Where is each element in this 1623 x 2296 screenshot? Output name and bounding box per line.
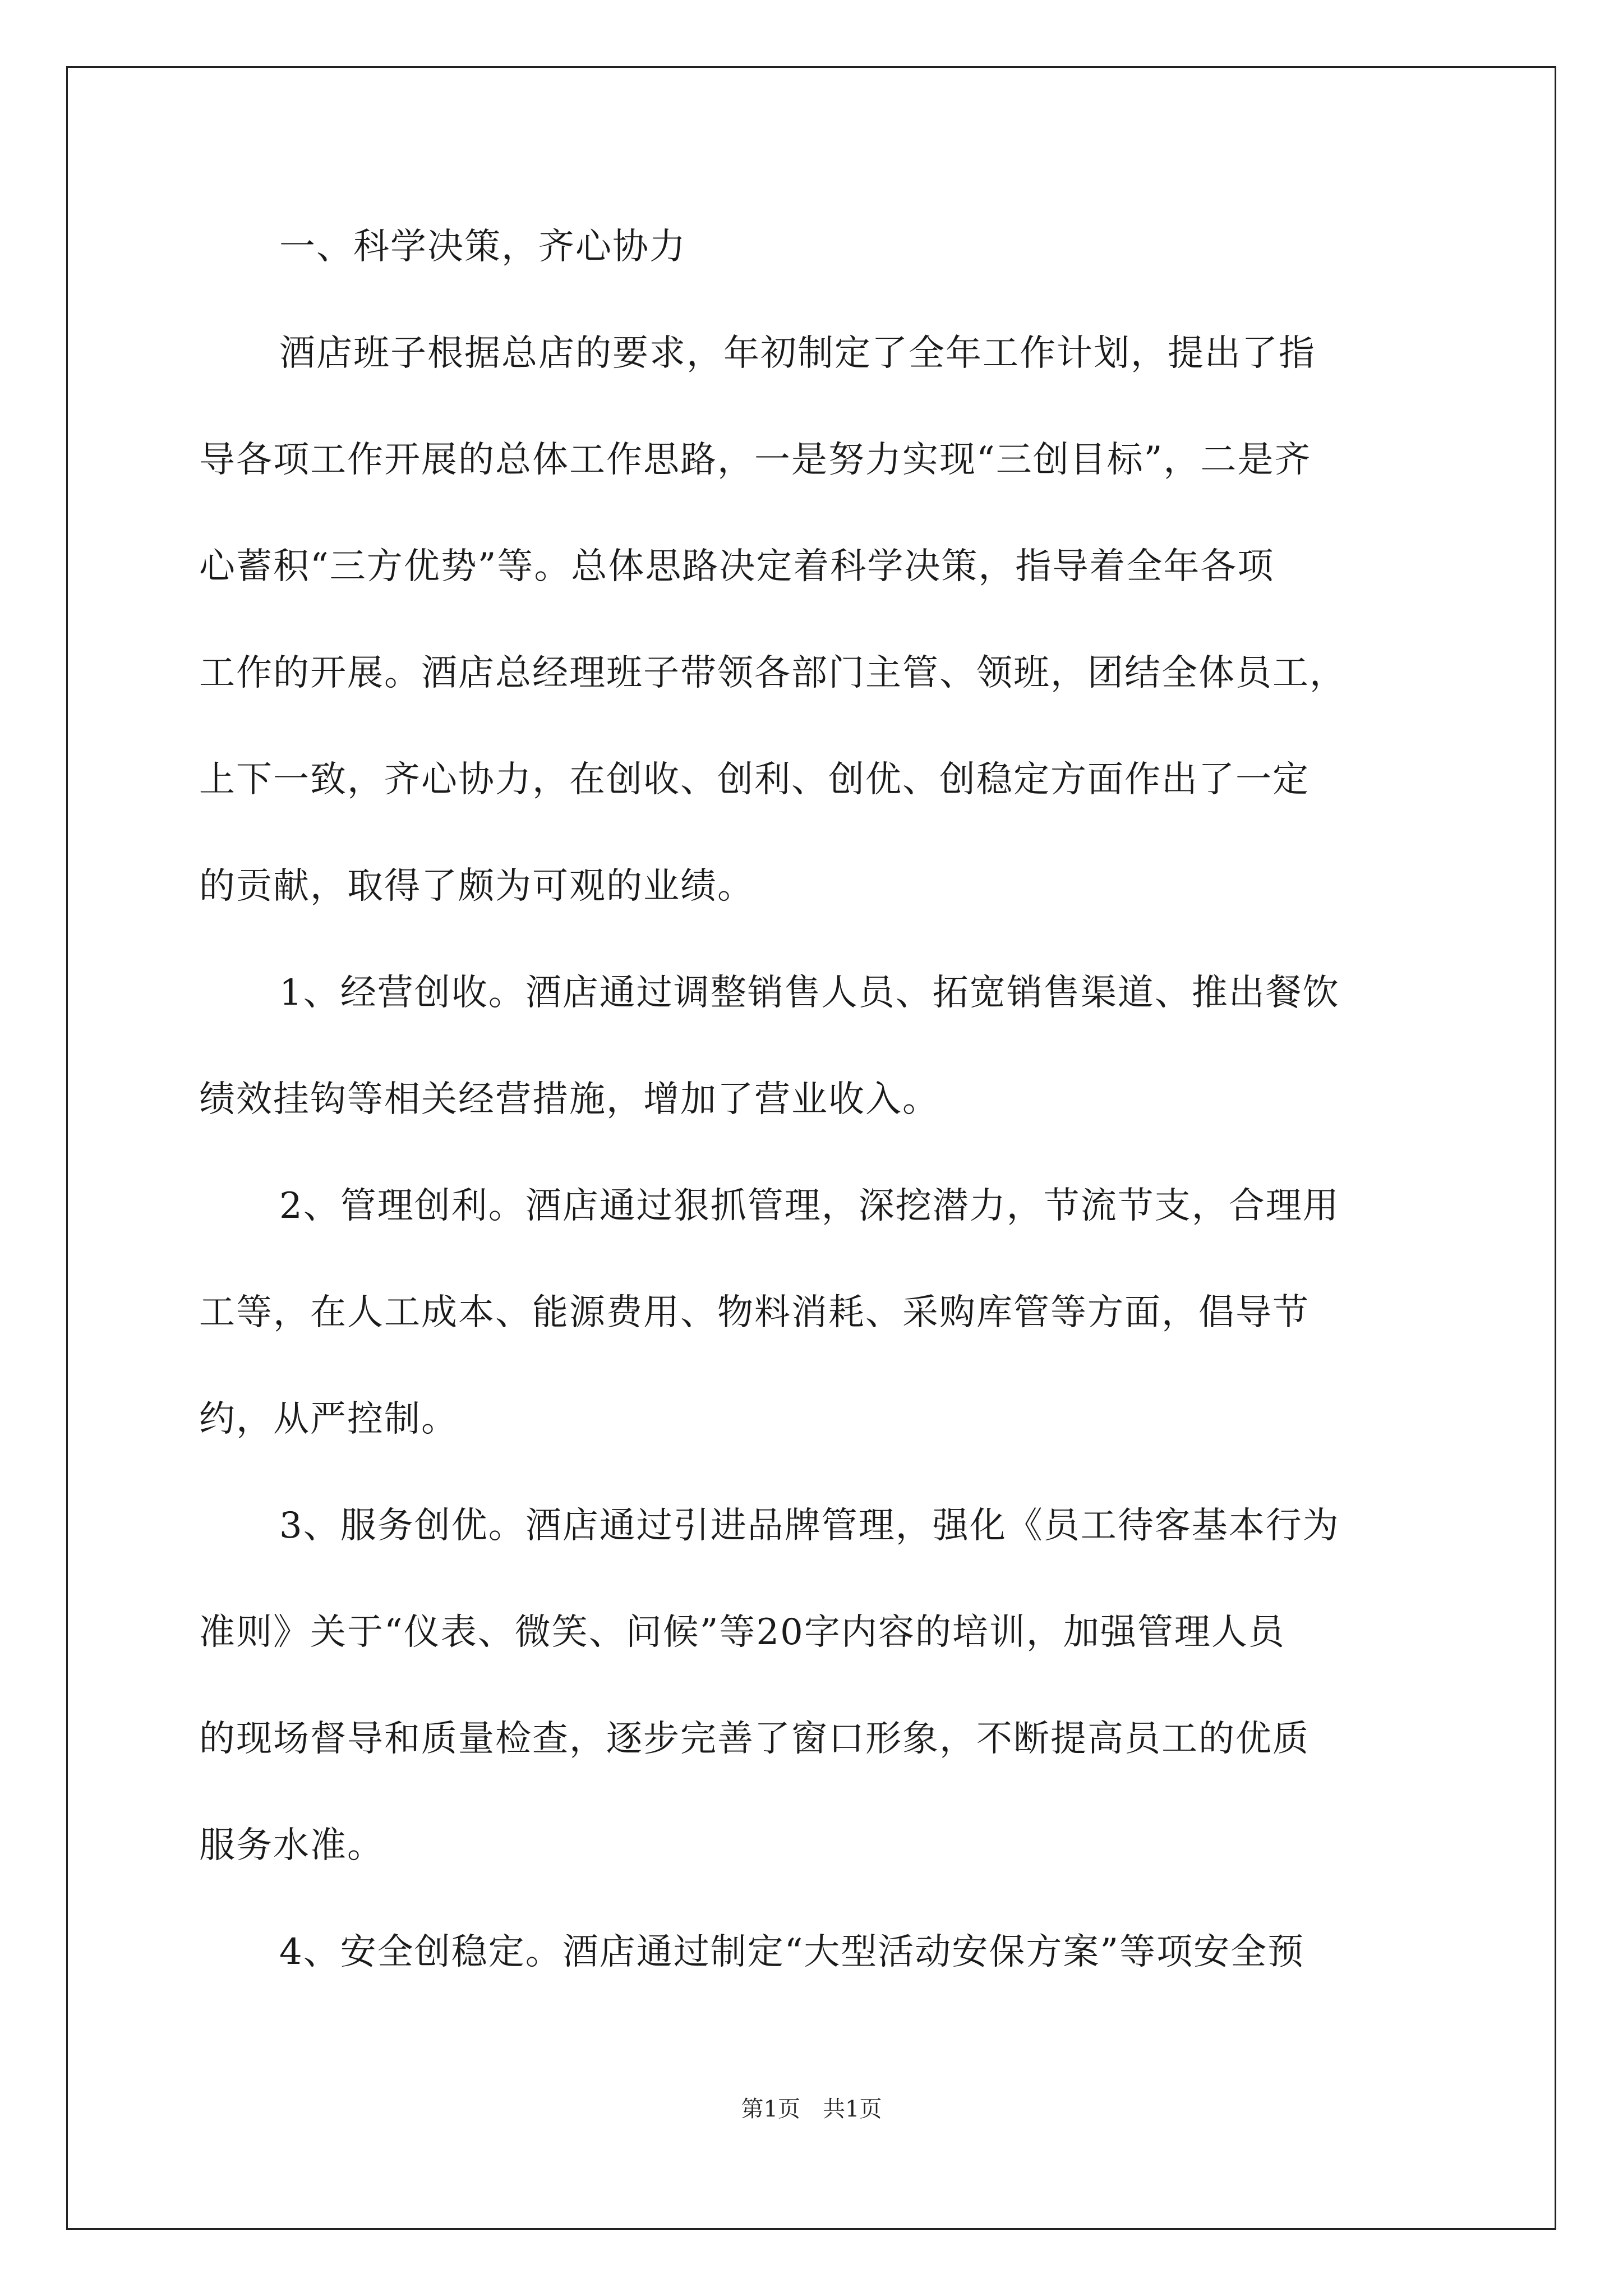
- paragraph-line: 上下一致，齐心协力，在创收、创利、创优、创稳定方面作出了一定: [199, 759, 1310, 800]
- list-item-line: 准则》关于“仪表、微笑、问候”等20字内容的培训，加强管理人员: [199, 1612, 1285, 1653]
- list-item-line: 工等，在人工成本、能源费用、物料消耗、采购库管等方面，倡导节: [199, 1292, 1310, 1333]
- paragraph-line: 的贡献，取得了颇为可观的业绩。: [199, 866, 754, 907]
- section-heading: 一、科学决策，齐心协力: [279, 226, 686, 268]
- paragraph-line: 心蓄积“三方优势”等。总体思路决定着科学决策，指导着全年各项: [199, 546, 1275, 587]
- paragraph-line: 工作的开展。酒店总经理班子带领各部门主管、领班，团结全体员工，: [199, 652, 1347, 694]
- list-item-line: 2、管理创利。酒店通过狠抓管理，深挖潜力，节流节支，合理用: [279, 1185, 1340, 1227]
- list-item-line: 绩效挂钩等相关经营措施，增加了营业收入。: [199, 1079, 939, 1120]
- page-border: [66, 66, 1556, 2230]
- list-item-line: 约，从严控制。: [199, 1398, 458, 1440]
- page-number: 第1页 共1页: [741, 2096, 882, 2122]
- list-item-line: 4、安全创稳定。酒店通过制定“大型活动安保方案”等项安全预: [279, 1931, 1305, 1973]
- list-item-line: 服务水准。: [199, 1825, 384, 1866]
- list-item-line: 1、经营创收。酒店通过调整销售人员、拓宽销售渠道、推出餐饮: [279, 972, 1340, 1014]
- paragraph-line: 导各项工作开展的总体工作思路，一是努力实现“三创目标”，二是齐: [199, 439, 1312, 481]
- paragraph-line: 酒店班子根据总店的要求，年初制定了全年工作计划，提出了指: [279, 333, 1316, 374]
- list-item-line: 的现场督导和质量检查，逐步完善了窗口形象，不断提高员工的优质: [199, 1718, 1310, 1760]
- list-item-line: 3、服务创优。酒店通过引进品牌管理，强化《员工待客基本行为: [279, 1505, 1340, 1547]
